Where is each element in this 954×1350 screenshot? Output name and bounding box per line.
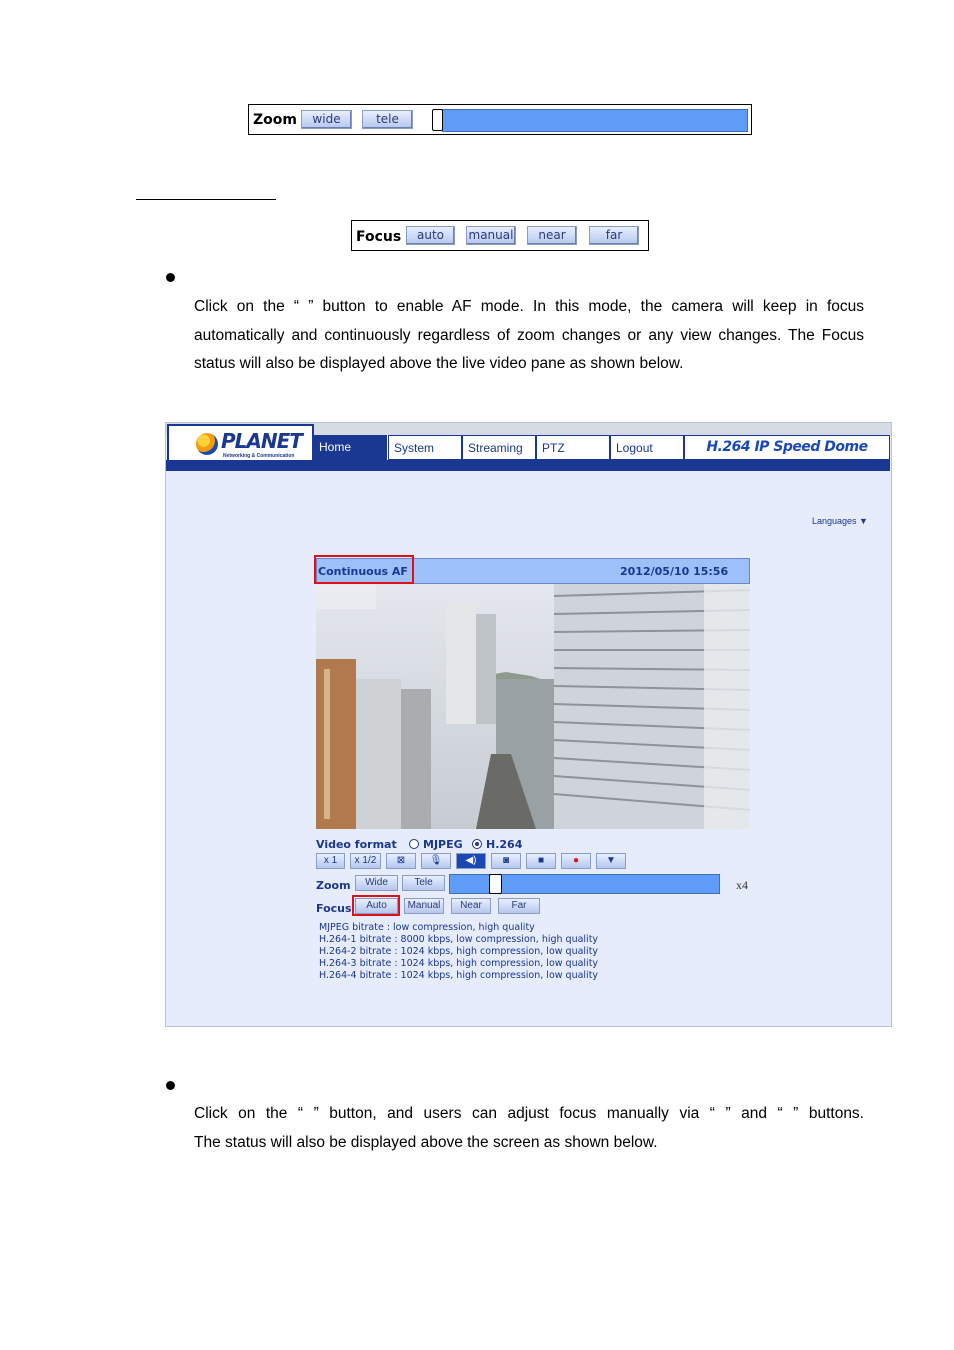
live-video-pane[interactable]	[316, 584, 750, 829]
zoom-slider-handle[interactable]	[432, 109, 443, 131]
nav-streaming[interactable]: Streaming	[462, 435, 536, 460]
more-down-icon[interactable]: ▼	[596, 853, 626, 869]
camera-web-ui-screenshot	[165, 422, 892, 1027]
bitrate-line: H.264-2 bitrate : 1024 kbps, high compression, low quality	[319, 946, 599, 957]
planet-logo: PLANET Networking & Communication	[167, 424, 314, 469]
fullscreen-icon[interactable]: ⊠	[386, 853, 416, 869]
video-format-label: Video format	[316, 838, 397, 851]
product-title: H.264 IP Speed Dome	[684, 435, 890, 460]
auto-focus-description: Click on the “ ” button to enable AF mode. In this mode, the camera will keep in focus automatically and continuously regardless of zoom changes or any view changes. The Focus status will also be displayed above the live video pane as shown below.	[194, 298, 864, 372]
bitrate-line: H.264-4 bitrate : 1024 kbps, high compression, low quality	[319, 970, 599, 981]
zoom-small-slider-handle[interactable]	[489, 874, 502, 894]
h264-option-label: H.264	[486, 838, 523, 851]
focus-manual-small-button[interactable]: Manual	[404, 898, 444, 914]
focus-auto-small-button[interactable]: Auto	[355, 898, 398, 914]
nav-ptz[interactable]: PTZ	[536, 435, 610, 460]
zoom-wide-small-button[interactable]: Wide	[355, 875, 398, 891]
focus-control-panel	[351, 220, 649, 251]
zoom-control-panel	[248, 104, 752, 135]
globe-icon	[196, 433, 218, 455]
zoom-row-label: Zoom	[316, 879, 351, 892]
h264-radio[interactable]	[472, 839, 482, 849]
bullet-point	[166, 1081, 175, 1090]
mjpeg-radio[interactable]	[409, 839, 419, 849]
focus-far-small-button[interactable]: Far	[498, 898, 540, 914]
zoom-tele-small-button[interactable]: Tele	[402, 875, 445, 891]
focus-row-label: Focus	[316, 902, 352, 915]
focus-manual-button[interactable]: manual	[466, 226, 516, 245]
speaker-icon[interactable]: ◀)	[456, 853, 486, 869]
focus-far-button[interactable]: far	[589, 226, 639, 245]
status-highlight-box	[314, 555, 414, 584]
focus-near-button[interactable]: near	[527, 226, 577, 245]
stop-icon[interactable]: ■	[526, 853, 556, 869]
focus-auto-button[interactable]: auto	[406, 226, 455, 245]
snapshot-camera-icon[interactable]: ◙	[491, 853, 521, 869]
bitrate-line: H.264-1 bitrate : 8000 kbps, low compression, high quality	[319, 934, 599, 945]
zoom-slider-track[interactable]	[442, 109, 748, 132]
focus-near-small-button[interactable]: Near	[451, 898, 491, 914]
languages-dropdown[interactable]: Languages ▼	[812, 516, 868, 526]
video-datetime: 2012/05/10 15:56	[620, 565, 729, 578]
zoom-level-readout: x4	[736, 878, 748, 892]
zoom-tele-button[interactable]: tele	[362, 110, 413, 129]
nav-logout[interactable]: Logout	[610, 435, 684, 460]
focus-status-text: Continuous AF	[318, 565, 408, 578]
scale-half-button[interactable]: x 1/2	[350, 853, 381, 869]
auto-button-highlight-box	[352, 895, 400, 916]
nav-system[interactable]: System	[388, 435, 462, 460]
zoom-label: Zoom	[253, 112, 297, 128]
bitrate-line: H.264-3 bitrate : 1024 kbps, high compression, low quality	[319, 958, 599, 969]
nav-home[interactable]: Home	[314, 435, 388, 460]
record-icon[interactable]: ●	[561, 853, 591, 869]
section-divider	[136, 199, 276, 200]
city-street-image	[316, 584, 750, 829]
zoom-wide-button[interactable]: wide	[301, 110, 352, 129]
mjpeg-option-label: MJPEG	[423, 838, 463, 851]
focus-label: Focus	[356, 229, 402, 245]
manual-focus-description: Click on the “ ” button, and users can adjust focus manually via “ ” and “ ” buttons. The status will also be displayed above the screen as shown below.	[194, 1105, 864, 1151]
bitrate-line: MJPEG bitrate : low compression, high quality	[319, 922, 535, 933]
scale-1x-button[interactable]: x 1	[316, 853, 345, 869]
microphone-icon[interactable]: 🎙	[421, 853, 451, 869]
bullet-point	[166, 273, 175, 282]
